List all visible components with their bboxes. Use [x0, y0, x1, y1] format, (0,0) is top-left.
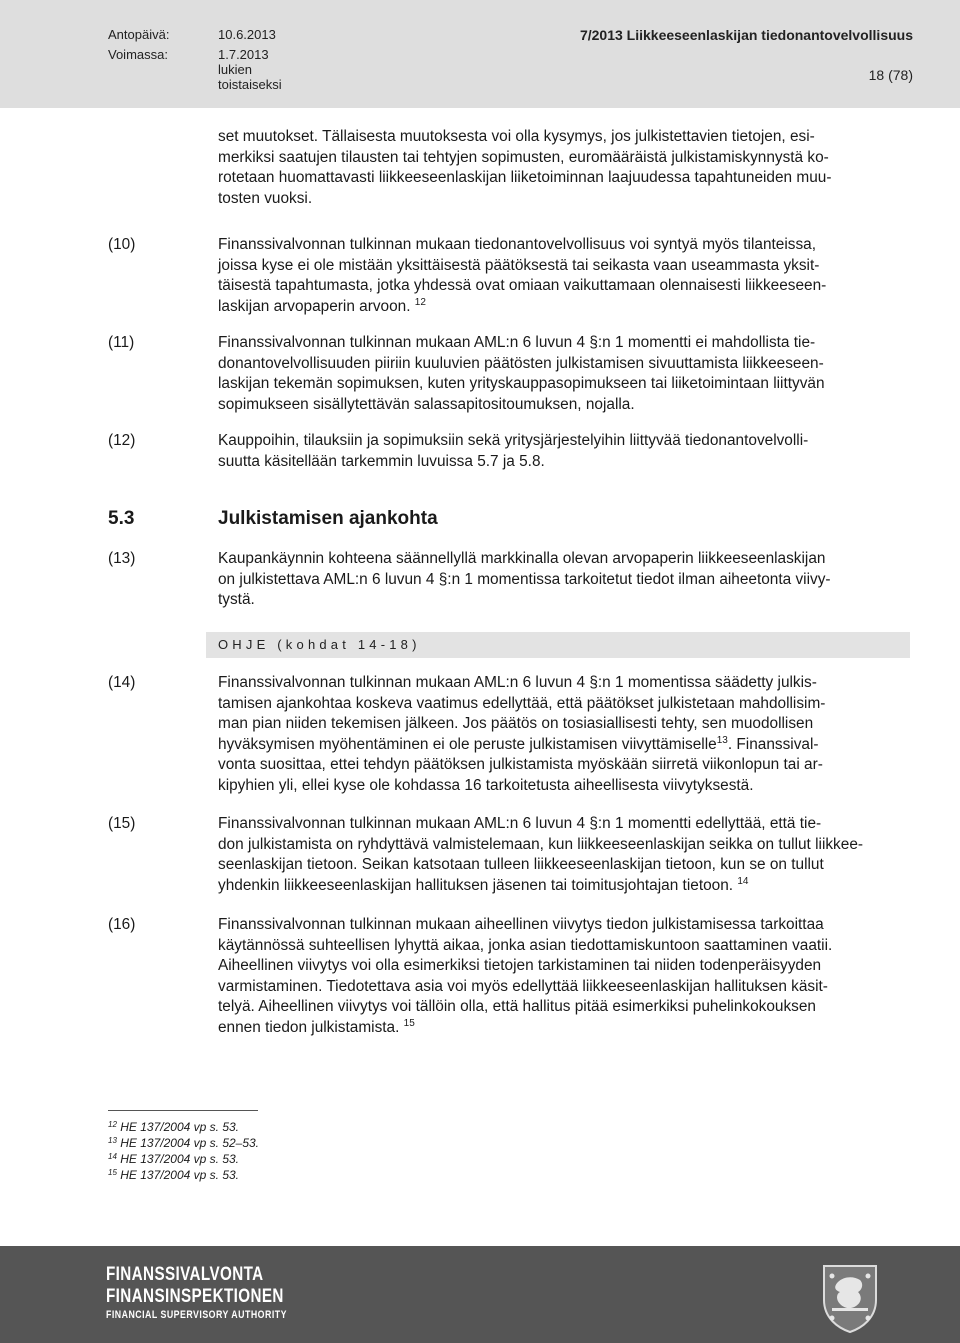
paragraph-line: suutta käsitellään tarkemmin luvuissa 5.7 ja 5.8. [218, 452, 545, 470]
logo-line-swedish: FINANSINSPEKTIONEN [106, 1286, 284, 1307]
paragraph-text: laskijan arvopaperin arvoon. [218, 297, 411, 315]
paragraph-line: vonta suosittaa, ettei tehdyn päätöksen julkistamista myöskään siirretä viikonlopun tai ar- [218, 756, 823, 774]
section-number: 5.3 [108, 508, 135, 529]
paragraph-line: Kauppoihin, tilauksiin ja sopimuksiin sekä yritysjärjestelyihin liittyvää tiedonantovelvolli- [218, 432, 809, 449]
page-number: 18 (78) [868, 67, 913, 83]
paragraph-text: hyväksymisen myöhentäminen ei ole peruste julkistamisen viivyttämiselle [218, 735, 717, 753]
footnote-number: 14 [108, 1152, 117, 1161]
issued-label: Antopäivä: [108, 27, 170, 42]
paragraph-line: on julkistettava AML:n 6 luvun 4 §:n 1 momentissa tarkoitetut tiedot ilman aiheetonta viivy- [218, 570, 831, 588]
paragraph-line: joissa kyse ei ole mistään yksittäisestä päätöksestä tai seikasta vaan useammasta yksit- [218, 256, 820, 274]
paragraph-line: kipyhien yli, ellei kyse ole kohdassa 16 tarkoitetusta aiheellisesta viivytyksestä. [218, 776, 754, 794]
paragraph-text: . Finanssival- [727, 735, 819, 753]
footnote [108, 1120, 239, 1134]
footnote-number: 12 [108, 1120, 117, 1129]
paragraph-text: yhdenkin liikkeeseenlaskijan hallituksen jäsenen tai toimitusjohtajan tietoon. [218, 876, 734, 894]
issued-value: 10.6.2013 [218, 27, 276, 42]
paragraph-number: (10) [108, 236, 136, 253]
paragraph-line: käytännössä suhteellisen lyhyttä aikaa, jonka asian tiedottamiskuntoon saattaminen vaatii. [218, 936, 833, 954]
paragraph-line: laskijan tekemän sopimuksen, kuten yrityskauppasopimukseen tai liiketoimintaan liittyvän [218, 375, 825, 393]
paragraph-text: ennen tiedon julkistamista. [218, 1018, 400, 1036]
logo-line-finnish: FINANSSIVALVONTA [106, 1264, 264, 1285]
footnote-number: 13 [108, 1136, 117, 1145]
guidance-label-bar: OHJE (kohdat 14-18) [206, 632, 910, 658]
footnote-ref[interactable]: 14 [737, 875, 749, 887]
paragraph-line: Finanssivalvonnan tulkinnan mukaan AML:n 6 luvun 4 §:n 1 momentti ei mahdollista tie- [218, 334, 816, 351]
footnote-text: HE 137/2004 vp s. 53. [120, 1168, 239, 1182]
paragraph-line: Finanssivalvonnan tulkinnan mukaan AML:n 6 luvun 4 §:n 1 momentissa säädetty julkis- [218, 674, 817, 691]
paragraph-line [218, 297, 908, 318]
paragraph-line: tamisen ajankohtaa koskeva vaatimus edellyttää, että päätökset julkistetaan mahdollisim- [218, 694, 826, 712]
footnote-text: HE 137/2004 vp s. 53. [120, 1120, 239, 1134]
valid-value: 1.7.2013 lukien toistaiseksi [218, 47, 282, 92]
paragraph-line: tystä. [218, 591, 255, 609]
footnote-ref[interactable]: 15 [403, 1017, 415, 1029]
fiva-logo [106, 1264, 332, 1323]
intro-line: merkiksi saatujen tilausten tai tehtyjen sopimusten, euromääräistä julkistamiskynnystä ko- [218, 148, 829, 166]
paragraph-line: seenlaskijan tietoon. Seikan katsotaan tulleen liikkeeseenlaskijan tietoon, kun se on tullut [218, 856, 824, 874]
paragraph-line: Finanssivalvonnan tulkinnan mukaan aiheellinen viivytys tiedon julkistamisessa tarkoittaa [218, 916, 824, 933]
intro-paragraph [218, 127, 908, 209]
footnote-text: HE 137/2004 vp s. 52–53. [120, 1136, 260, 1150]
paragraph-number: (15) [108, 815, 136, 832]
footnote [108, 1152, 239, 1166]
paragraph-line: man pian niiden tekemisen jälkeen. Jos päätös on tosiasiallisesti tehty, sen muodollisen [218, 715, 814, 733]
paragraph-line: don julkistamista on ryhdyttävä valmistelemaan, kun liikkeeseenlaskijan seikka on tullut liikkee- [218, 835, 864, 853]
paragraph-number: (12) [108, 432, 136, 449]
paragraph-number: (14) [108, 674, 136, 691]
footnote-text: HE 137/2004 vp s. 53. [120, 1152, 239, 1166]
paragraph-line: donantovelvollisuuden piiriin kuuluvien päätösten julkistamisen sivuuttamista liikkeeseen- [218, 354, 824, 372]
valid-label: Voimassa: [108, 47, 168, 62]
intro-line: tosten vuoksi. [218, 189, 313, 207]
footnote-ref[interactable]: 12 [414, 296, 426, 308]
paragraph-number: (13) [108, 550, 136, 567]
paragraph-line: Finanssivalvonnan tulkinnan mukaan AML:n 6 luvun 4 §:n 1 momentti edellyttää, että tie- [218, 815, 822, 832]
paragraph-line: telyä. Aiheellinen viivytys voi tällöin olla, että hallitus pitää esimerkiksi puhelinkokouksen [218, 998, 816, 1016]
footnote-ref[interactable]: 13 [716, 734, 728, 746]
intro-line: rotetaan huomattavasti liikkeeseenlaskijan liiketoiminnan laajuudessa tapahtuneiden muu- [218, 169, 832, 187]
crest-icon [818, 1260, 882, 1334]
document-title: 7/2013 Liikkeeseenlaskijan tiedonantovelvollisuus [579, 27, 913, 43]
footnote [108, 1168, 239, 1182]
paragraph-line: Finanssivalvonnan tulkinnan mukaan tiedonantovelvollisuus voi syntyä myös tilanteissa, [218, 236, 816, 253]
paragraph-line [218, 1018, 908, 1039]
paragraph-number: (16) [108, 916, 136, 933]
paragraph-line: Aiheellinen viivytys voi olla esimerkiksi tietojen tarkistaminen tai niiden todenperäisyyden [218, 957, 822, 975]
footnote [108, 1136, 259, 1150]
page-footer [0, 1246, 960, 1343]
paragraph-line: täisestä tapahtumasta, jotka yhdessä ovat omiaan vaikuttamaan olennaisesti liikkeeseen- [218, 277, 827, 295]
footnote-separator [108, 1110, 258, 1111]
section-title: Julkistamisen ajankohta [218, 508, 438, 529]
intro-line: set muutokset. Tällaisesta muutoksesta voi olla kysymys, jos julkistettavien tietojen, esi- [218, 128, 815, 145]
paragraph-line: varmistaminen. Tiedotettava asia voi myös edellyttää liikkeeseenlaskijan hallituksen käsit- [218, 977, 828, 995]
paragraph-line: sopimukseen sisällytettävän salassapitositoumuksen, nojalla. [218, 395, 635, 413]
paragraph-number: (11) [108, 334, 135, 351]
paragraph-line [218, 876, 908, 897]
logo-line-english: FINANCIAL SUPERVISORY AUTHORITY [106, 1309, 287, 1321]
paragraph-line: Kaupankäynnin kohteena säännellyllä markkinalla olevan arvopaperin liikkeeseenlaskijan [218, 550, 826, 567]
footnote-number: 15 [108, 1168, 117, 1177]
paragraph-line [218, 735, 908, 756]
page-header [0, 0, 960, 108]
